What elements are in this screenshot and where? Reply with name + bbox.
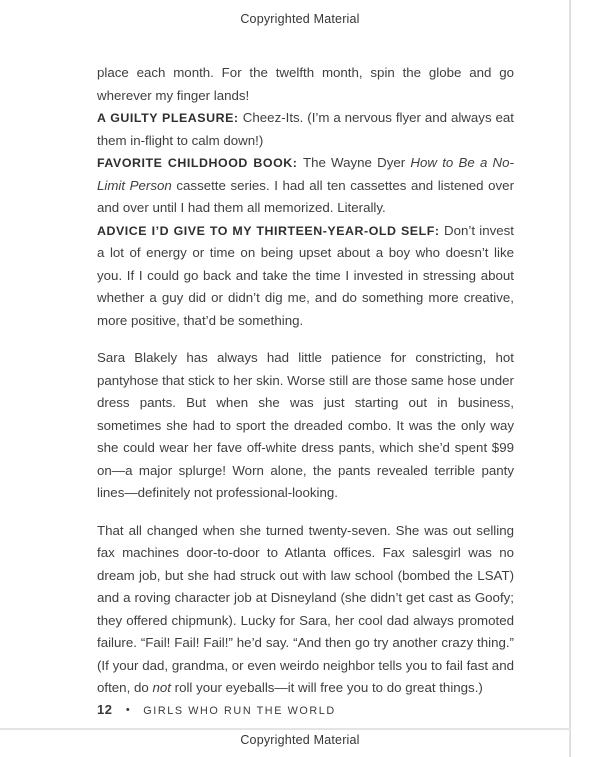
text-run-normal: roll your eyeballs—it will free you to do great things.) <box>170 680 483 695</box>
text-run-bold: ADVICE I’D GIVE TO MY THIRTEEN-YEAR-OLD SELF: <box>97 223 445 238</box>
text-run-bold: FAVORITE CHILDHOOD BOOK: <box>97 156 303 170</box>
text-run-italic: How to Be a No-Limit Person <box>97 155 514 193</box>
text-run-normal: place each month. For the twelfth month, spin the globe and go wherever my finger lands! <box>97 65 514 103</box>
paragraph <box>97 220 514 333</box>
paragraph <box>97 152 514 220</box>
text-run-normal: That all changed when she turned twenty-seven. She was out selling fax machines door-to-door to Atlanta offices. Fax salesgirl was no dream job, but she had struck out with law school (bombed the LSAT) and a roving character job at Disneyland (she didn’t get cast as Goofy; they offered chipmunk). Lucky for Sara, her cool dad always promoted failure. “Fail! Fail! Fail!” he’d say. “And then go try another crazy thing.” (If your dad, grandma, or even weirdo neighbor tells you to fail fast and often, do <box>97 522 514 695</box>
body-paragraphs <box>97 62 514 700</box>
paragraph <box>97 520 514 700</box>
copyright-bottom-label: Copyrighted Material <box>240 733 360 747</box>
page-right-edge <box>569 0 571 757</box>
footer-separator-bullet: • <box>125 704 130 716</box>
page-bottom-edge <box>0 728 571 730</box>
text-run-normal: cassette series. I had all ten cassettes and listened over and over until I had them all memorized. Literally. <box>97 177 514 215</box>
text-run-italic: not <box>152 680 171 695</box>
paragraph <box>97 347 514 505</box>
copyright-top-label: Copyrighted Material <box>240 12 360 26</box>
text-run-normal: Sara Blakely has always had little patience for constricting, hot pantyhose that stick to her skin. Worse still are those same hose under dress pants. But when she was just starting out in business, sometimes she had to sport the dreaded combo. It was the only way she could wear her fave off-white dress pants, which she’d spent $99 on—a major splurge! Worn alone, the pants revealed terrible panty lines—definitely not professional-looking. <box>97 350 514 500</box>
text-run-normal: Cheez-Its. (I’m a nervous flyer and always eat them in-flight to calm down!) <box>97 110 514 148</box>
page-footer <box>97 701 336 719</box>
paragraph <box>97 107 514 152</box>
text-run-bold: A GUILTY PLEASURE: <box>97 111 243 125</box>
page-number: 12 <box>97 702 113 717</box>
text-run-normal: The Wayne Dyer <box>302 155 411 170</box>
book-title-label: GIRLS WHO RUN THE WORLD <box>143 705 336 717</box>
text-run-normal: Don’t invest a lot of energy or time on being upset about a boy who doesn’t like you. If I could go back and take the time I invested in stressing about whether a guy did or didn’t dig me, and do something more creative, more positive, that’d be something. <box>97 222 514 328</box>
paragraph <box>97 62 514 107</box>
